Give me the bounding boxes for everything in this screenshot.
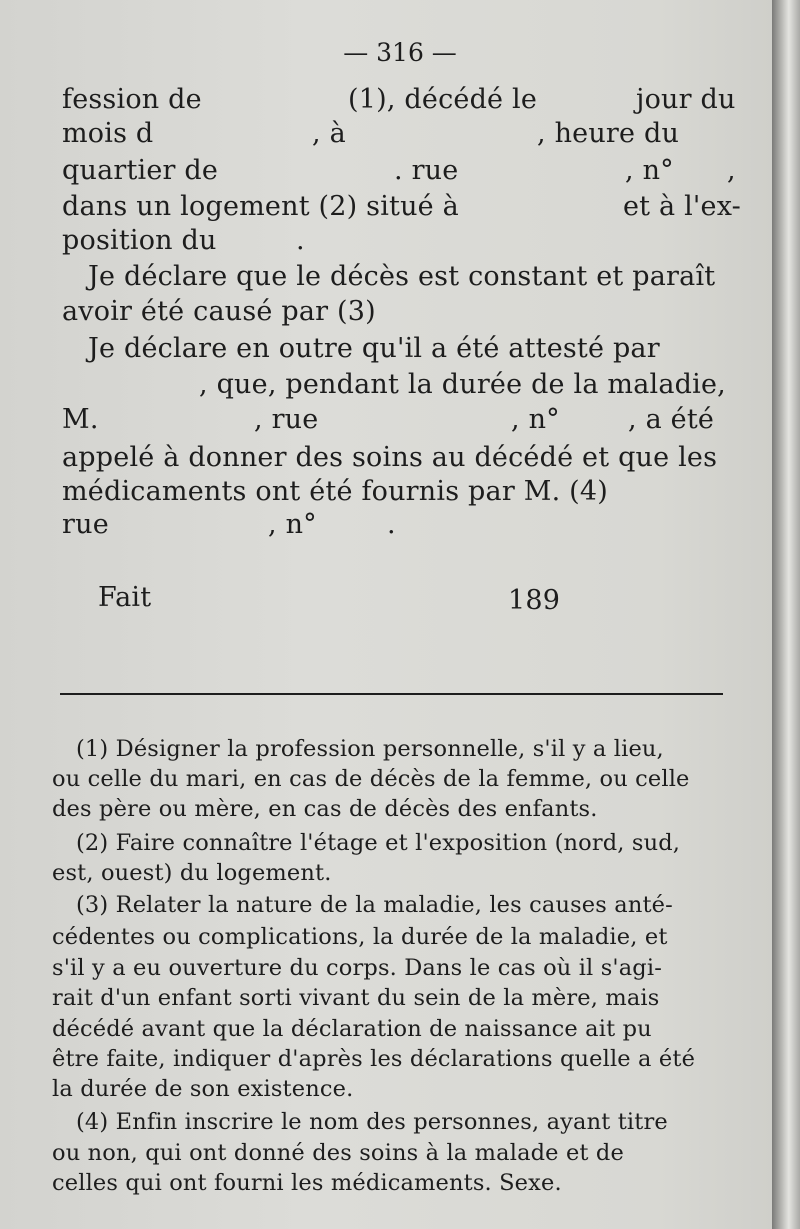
footnote-line: (2) Faire connaître l'étage et l'exposition (nord, sud, — [76, 830, 681, 856]
footnote-line: s'il y a eu ouverture du corps. Dans le cas où il s'agi- — [52, 955, 662, 981]
form-text: et à l'ex- — [623, 191, 742, 222]
form-text: médicaments ont été fournis par M. (4) — [62, 476, 608, 507]
form-text: , à — [312, 118, 346, 149]
form-text: fession de — [62, 84, 202, 115]
footnote-line: (4) Enfin inscrire le nom des personnes, ayant titre — [76, 1109, 668, 1135]
form-text: M. — [62, 404, 99, 435]
form-text: , heure du — [537, 118, 680, 149]
form-text: jour du — [636, 84, 736, 115]
form-text: , rue — [254, 404, 319, 435]
page-number: — 316 — — [343, 38, 457, 67]
form-text: , — [727, 155, 736, 186]
form-text: (1), décédé le — [348, 84, 538, 115]
footnote-line: ou celle du mari, en cas de décès de la femme, ou celle — [52, 766, 690, 792]
form-text: . — [387, 509, 396, 540]
form-text: dans un logement (2) situé à — [62, 191, 459, 222]
form-text: mois d — [62, 118, 154, 149]
footnote-line: est, ouest) du logement. — [52, 860, 332, 886]
footnote-line: décédé avant que la déclaration de naissance ait pu — [52, 1016, 652, 1042]
form-text: Je déclare que le décès est constant et paraît — [88, 261, 716, 292]
footnote-line: (3) Relater la nature de la maladie, les causes anté- — [76, 892, 673, 918]
year-field: 189 — [508, 585, 561, 616]
form-text: , n° — [625, 155, 674, 186]
form-text: , que, pendant la durée de la maladie, — [199, 369, 726, 400]
form-text: , n° — [511, 404, 560, 435]
form-text: appelé à donner des soins au décédé et que les — [62, 442, 718, 473]
signature-place: Fait — [98, 582, 152, 613]
footnote-line: ou non, qui ont donné des soins à la malade et de — [52, 1140, 624, 1166]
form-text: position du — [62, 225, 217, 256]
book-gutter — [772, 0, 800, 1229]
footnote-line: des père ou mère, en cas de décès des enfants. — [52, 796, 598, 822]
footnote-line: la durée de son existence. — [52, 1076, 354, 1102]
footnote-line: (1) Désigner la profession personnelle, s'il y a lieu, — [76, 736, 664, 762]
form-text: quartier de — [62, 155, 219, 186]
form-text: , n° — [268, 509, 317, 540]
footnote-line: cédentes ou complications, la durée de la maladie, et — [52, 924, 668, 950]
form-text: . rue — [394, 155, 459, 186]
form-text: avoir été causé par (3) — [62, 296, 376, 327]
footnote-line: rait d'un enfant sorti vivant du sein de la mère, mais — [52, 985, 660, 1011]
footnote-line: être faite, indiquer d'après les déclarations quelle a été — [52, 1046, 696, 1072]
footnote-line: celles qui ont fourni les médicaments. Sexe. — [52, 1170, 562, 1196]
form-text: . — [296, 225, 305, 256]
form-text: Je déclare en outre qu'il a été attesté par — [88, 333, 660, 364]
form-text: , a été — [628, 404, 715, 435]
separator-rule — [60, 693, 723, 695]
form-text: rue — [62, 509, 109, 540]
